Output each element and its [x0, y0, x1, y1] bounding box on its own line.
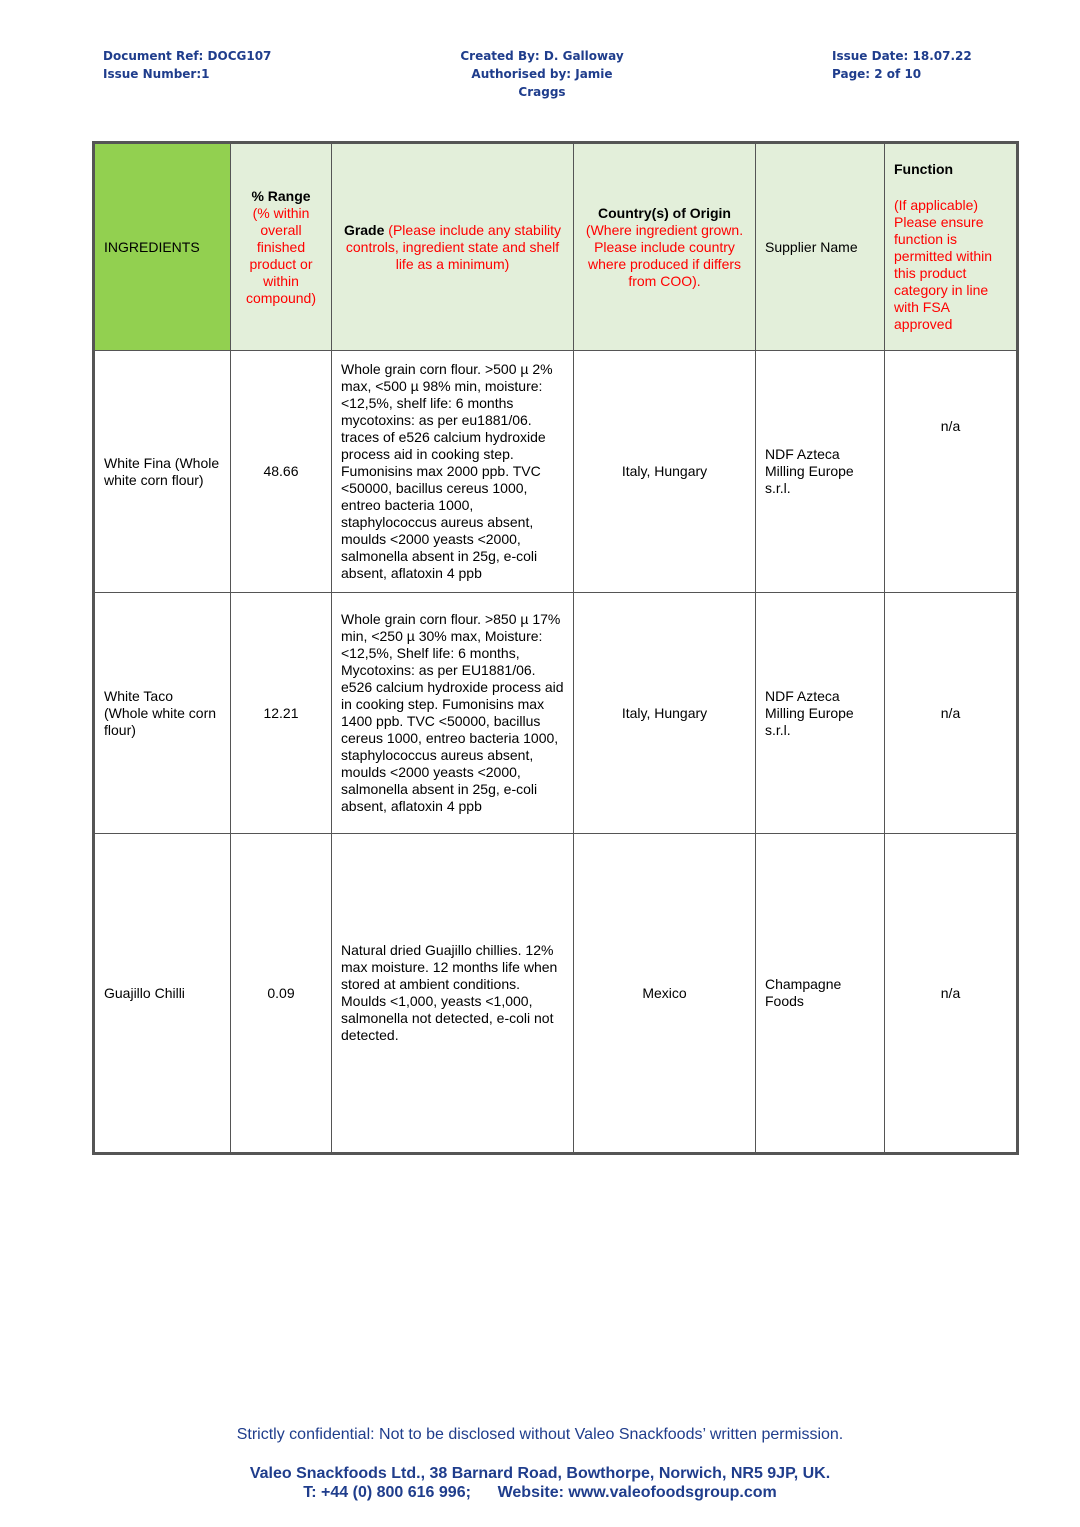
supplier-name: NDF Azteca Milling Europe s.r.l. [756, 351, 885, 593]
ingredient-name: White Fina (Whole white corn flour) [94, 351, 231, 593]
header-function [885, 143, 1018, 351]
range-value: 0.09 [231, 834, 332, 1154]
function-value: n/a [885, 351, 1018, 593]
authorised-by: Authorised by: Jamie Craggs [471, 67, 613, 99]
header-grade-title: Grade [343, 221, 385, 238]
table-row [94, 351, 1018, 593]
issue-date: Issue Date: 18.07.22 [832, 49, 972, 63]
origin-value: Italy, Hungary [574, 593, 756, 834]
doc-ref: Document Ref: DOCG107 [103, 49, 272, 63]
ingredients-table [92, 141, 1019, 1155]
range-value: 12.21 [231, 593, 332, 834]
header-range-note: (% within overall finished product or within compound) [245, 204, 317, 306]
header-function-title: Function [894, 161, 954, 177]
supplier-name: Champagne Foods [756, 834, 885, 1154]
header-grade [332, 143, 574, 351]
header-origin-note: (Where ingredient grown. Please include country where produced if differs from COO). [585, 221, 744, 289]
header-range-title: % Range [251, 187, 311, 204]
header-range [231, 143, 332, 351]
created-by: Created By: D. Galloway [460, 49, 624, 63]
page-number: Page: 2 of 10 [832, 67, 922, 81]
origin-value: Mexico [574, 834, 756, 1154]
header-origin [574, 143, 756, 351]
header-origin-title: Country(s) of Origin [598, 204, 731, 221]
grade-text: Whole grain corn flour. >500 µ 2% max, <500 µ 98% min, moisture: <12,5%, shelf life: 6 months mycotoxins: as per eu1881/06. traces of e526 calcium hydroxide process aid in cooking step. Fumonisins max 2000 ppb. TVC <50000, bacillus cereus 1000, entreo bacteria 1000, staphylococcus aureus absent, moulds <2000 yeasts <2000, salmonella absent in 25g, e-coli absent, aflatoxin 4 ppb [332, 351, 574, 593]
header-center [456, 47, 628, 101]
function-value: n/a [885, 593, 1018, 834]
header-function-note: (If applicable) Please ensure function is permitted within this product category in line with FSA approved [894, 197, 993, 332]
grade-text: Natural dried Guajillo chillies. 12% max moisture. 12 months life when stored at ambient conditions. Moulds <1,000, yeasts <1,000, salmonella not detected, e-coli not detected. [332, 834, 574, 1154]
header-supplier: Supplier Name [756, 143, 885, 351]
origin-value: Italy, Hungary [574, 351, 756, 593]
table-header-row [94, 143, 1018, 351]
header-grade-note: (Please include any stability controls, ingredient state and shelf life as a minimum) [345, 221, 562, 272]
company-contact: T: +44 (0) 800 616 996; Website: www.valeofoodsgroup.com [303, 1484, 777, 1501]
ingredient-name: White Taco (Whole white corn flour) [94, 593, 231, 834]
range-value: 48.66 [231, 351, 332, 593]
table-row [94, 834, 1018, 1154]
ingredient-name: Guajillo Chilli [94, 834, 231, 1154]
header-ingredients: INGREDIENTS [94, 143, 231, 351]
grade-text: Whole grain corn flour. >850 µ 17% min, <250 µ 30% max, Moisture: <12,5%, Shelf life: 6 months, Mycotoxins: as per EU1881/06. e526 calcium hydroxide process aid in cooking step. Fumonisins max 1400 ppb. TVC <50000, bacillus cereus 1000, entreo bacteria 1000, staphylococcus aureus absent, moulds <2000 yeasts <2000, salmonella absent in 25g, e-coli absent, aflatoxin 4 ppb [332, 593, 574, 834]
header-left [103, 47, 271, 83]
supplier-name: NDF Azteca Milling Europe s.r.l. [756, 593, 885, 834]
header-right [832, 47, 972, 83]
table-row [94, 593, 1018, 834]
company-footer [0, 1464, 1080, 1502]
function-value: n/a [885, 834, 1018, 1154]
issue-number: Issue Number:1 [103, 67, 210, 81]
company-address: Valeo Snackfoods Ltd., 38 Barnard Road, Bowthorpe, Norwich, NR5 9JP, UK. [249, 1465, 831, 1482]
confidential-notice: Strictly confidential: Not to be disclosed without Valeo Snackfoods’ written permission. [236, 1426, 844, 1443]
